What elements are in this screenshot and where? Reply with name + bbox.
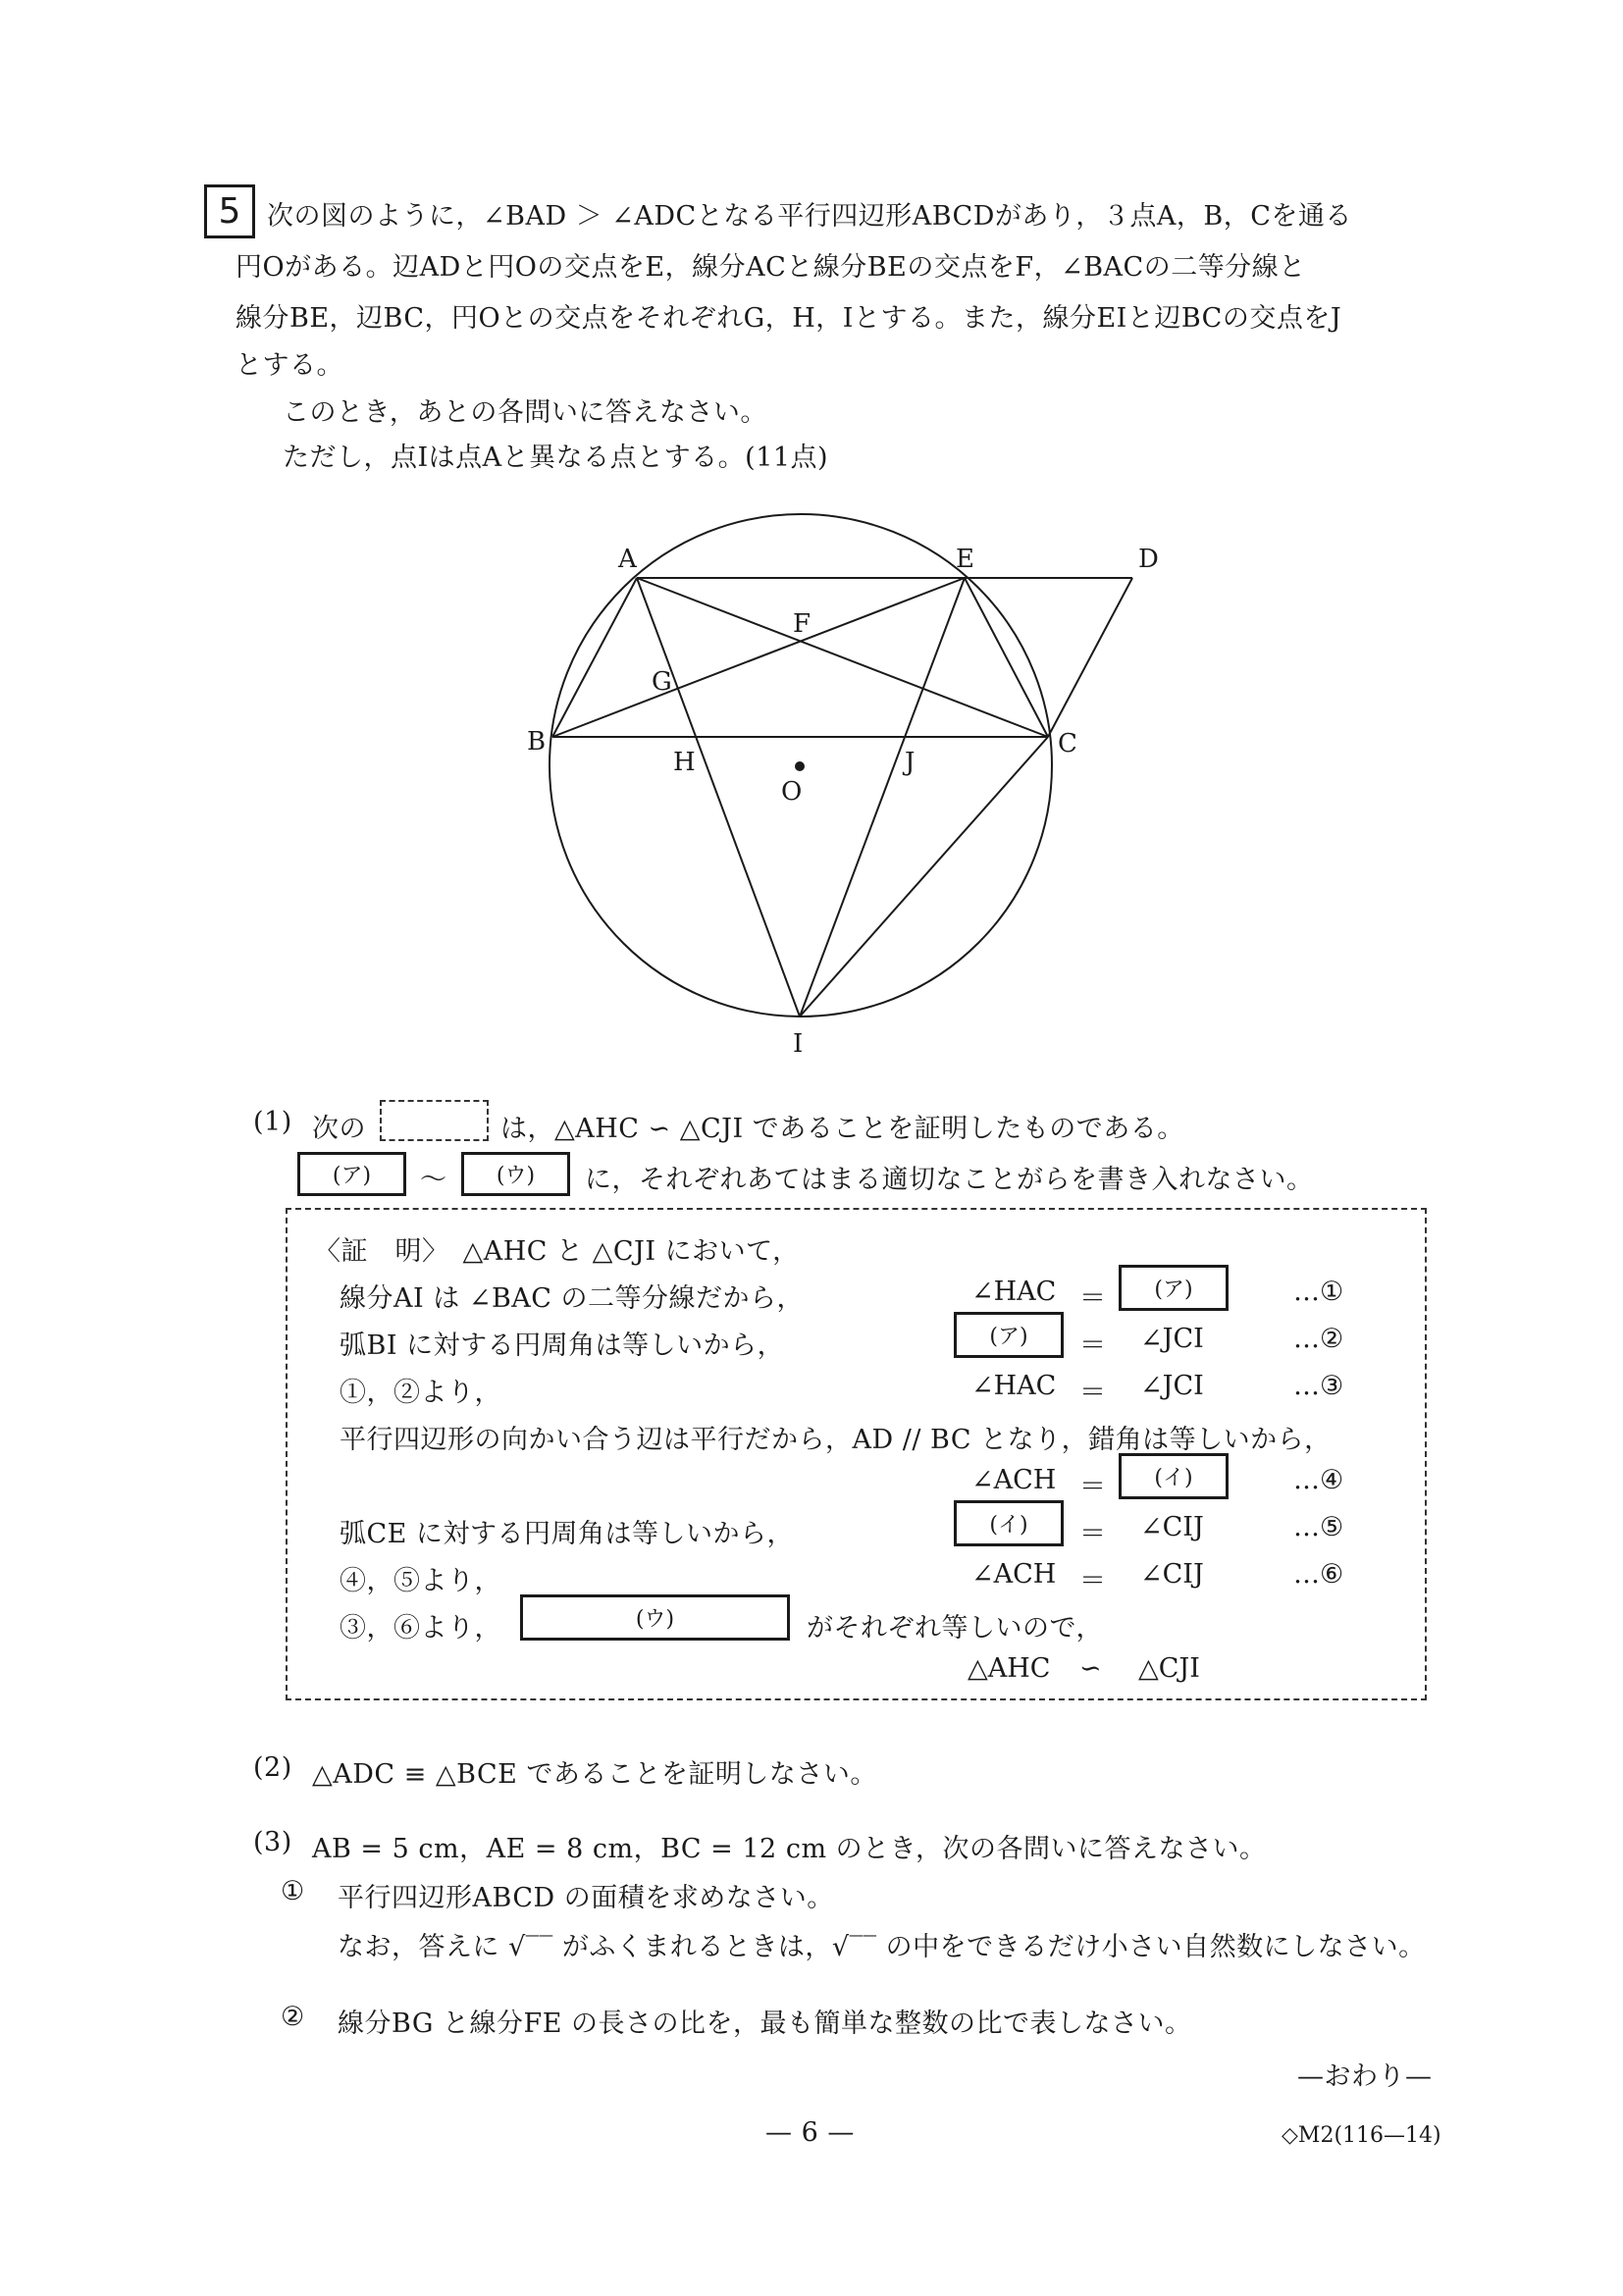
proof-eq-7: ＝ (1079, 1566, 1106, 1596)
q1-number: (1) (253, 1107, 292, 1137)
exam-code: ◇M2(116—14) (1282, 2123, 1441, 2148)
end-marker: —おわり— (1297, 2061, 1433, 2092)
proof-right-6: ∠CIJ (1140, 1512, 1204, 1542)
q1-line2: に，それぞれあてはまる適切なことがらを書き入れなさい。 (585, 1165, 1314, 1195)
q3-sub2-text: 線分BG と線分FE の長さの比を，最も簡単な整数の比で表しなさい。 (338, 2009, 1192, 2039)
problem-number: 5 (218, 191, 241, 232)
proof-eq-3: ＝ (1079, 1378, 1106, 1408)
q3-sub2-number: ② (281, 2002, 305, 2032)
proof-reason-6: 弧CE に対する円周角は等しいから， (340, 1519, 794, 1549)
proof-reference-box (380, 1100, 489, 1141)
proof-reason-3: ①，②より， (340, 1378, 501, 1408)
proof-left-3: ∠HAC (971, 1371, 1057, 1401)
tilde: ～ (420, 1165, 447, 1195)
label-g: G (652, 667, 672, 697)
label-a: A (618, 545, 637, 574)
proof-blank-a-2-label: (ア) (989, 1325, 1028, 1349)
q1-text-post: は，△AHC ∽ △CJI であることを証明したものである。 (500, 1114, 1184, 1144)
proof-left-1: ∠HAC (971, 1277, 1057, 1307)
label-j: J (905, 748, 916, 777)
proof-eq-1: ＝ (1079, 1283, 1106, 1314)
label-b: B (527, 727, 547, 757)
proof-blank-a-1-label: (ア) (1154, 1278, 1193, 1302)
page-number: — 6 — (765, 2117, 855, 2148)
proof-mark-6: …⑥ (1293, 1559, 1344, 1590)
blank-u-label: (ウ) (496, 1164, 536, 1188)
label-i: I (793, 1029, 804, 1059)
conclusion-left: △AHC (968, 1653, 1051, 1684)
q3-text: AB = 5 cm，AE = 8 cm，BC = 12 cm のとき，次の各問いに答えなさい。 (312, 1834, 1267, 1864)
proof-blank-a-2 (954, 1312, 1064, 1358)
q1-text-pre: 次の (312, 1114, 366, 1144)
proof-right-7: ∠CIJ (1140, 1559, 1204, 1590)
proof-right-3: ∠JCI (1140, 1371, 1204, 1401)
q2-number: (2) (253, 1752, 292, 1783)
proof-header: 〈証 明〉 △AHC と △CJI において， (314, 1236, 800, 1267)
proof-blank-i-1 (1119, 1453, 1229, 1499)
proof-blank-a-1 (1119, 1265, 1229, 1311)
proof-left-5: ∠ACH (971, 1465, 1057, 1495)
blank-a-box (297, 1152, 406, 1196)
proof-mark-1: …① (1293, 1277, 1344, 1307)
proof-eq-6: ＝ (1079, 1519, 1106, 1549)
conclusion-symbol: ∽ (1079, 1653, 1102, 1684)
proof-mark-3: …③ (1293, 1371, 1344, 1401)
label-f: F (793, 609, 812, 639)
blank-u-box (461, 1152, 570, 1196)
label-e: E (956, 545, 974, 574)
proof-blank-i-2 (954, 1500, 1064, 1546)
label-c: C (1058, 729, 1077, 758)
proof-reason-4: 平行四辺形の向かい合う辺は平行だから，AD // BC となり，錯角は等しいから， (340, 1425, 1332, 1455)
q2-text: △ADC ≡ △BCE であることを証明しなさい。 (312, 1759, 877, 1790)
label-o: O (781, 777, 803, 807)
proof-reason-1: 線分AI は ∠BAC の二等分線だから， (340, 1283, 805, 1314)
intro-line-3: 線分BE，辺BC，円Oとの交点をそれぞれG，H，Iとする。また，線分EIと辺BCの交点をJ (236, 303, 1342, 334)
proof-final-pre: ③，⑥より， (340, 1613, 501, 1644)
proof-left-7: ∠ACH (971, 1559, 1057, 1590)
label-h: H (673, 748, 696, 777)
intro-line-2: 円Oがある。辺ADと円Oの交点をE，線分ACと線分BEの交点をF，∠BACの二等分線と (236, 252, 1306, 283)
blank-a-label: (ア) (332, 1164, 372, 1188)
label-d: D (1138, 545, 1159, 574)
proof-final-post: がそれぞれ等しいので， (807, 1613, 1103, 1644)
proof-mark-2: …② (1293, 1324, 1344, 1354)
proof-reason-7: ④，⑤より， (340, 1566, 501, 1596)
proof-blank-i-2-label: (イ) (989, 1513, 1028, 1538)
instruction: このとき，あとの各問いに答えなさい。 (283, 397, 767, 428)
proof-mark-5: …⑤ (1293, 1512, 1344, 1542)
center-dot (795, 761, 805, 771)
intro-line-1: 次の図のように，∠BAD ＞ ∠ADCとなる平行四辺形ABCDがあり，３点A，B，Cを通る (267, 201, 1352, 232)
proof-eq-5: ＝ (1079, 1472, 1106, 1502)
proof-mark-4: …④ (1293, 1465, 1344, 1495)
proof-blank-u (520, 1594, 790, 1641)
proof-blank-i-1-label: (イ) (1154, 1466, 1193, 1490)
note: ただし，点Iは点Aと異なる点とする。(11点) (283, 443, 829, 473)
geometry-diagram (0, 0, 1623, 1079)
q3-sub1-note: なお，答えに √‾‾ がふくまれるときは，√‾‾ の中をできるだけ小さい自然数にしなさい。 (338, 1932, 1426, 1962)
q3-sub1-text: 平行四辺形ABCD の面積を求めなさい。 (338, 1883, 834, 1913)
q3-sub1-number: ① (281, 1876, 305, 1906)
proof-blank-u-label: (ウ) (635, 1607, 675, 1632)
proof-eq-2: ＝ (1079, 1331, 1106, 1361)
intro-line-4: とする。 (236, 350, 343, 381)
proof-right-2: ∠JCI (1140, 1324, 1204, 1354)
conclusion-right: △CJI (1138, 1653, 1200, 1684)
proof-reason-2: 弧BI に対する円周角は等しいから， (340, 1331, 785, 1361)
q3-number: (3) (253, 1827, 292, 1857)
